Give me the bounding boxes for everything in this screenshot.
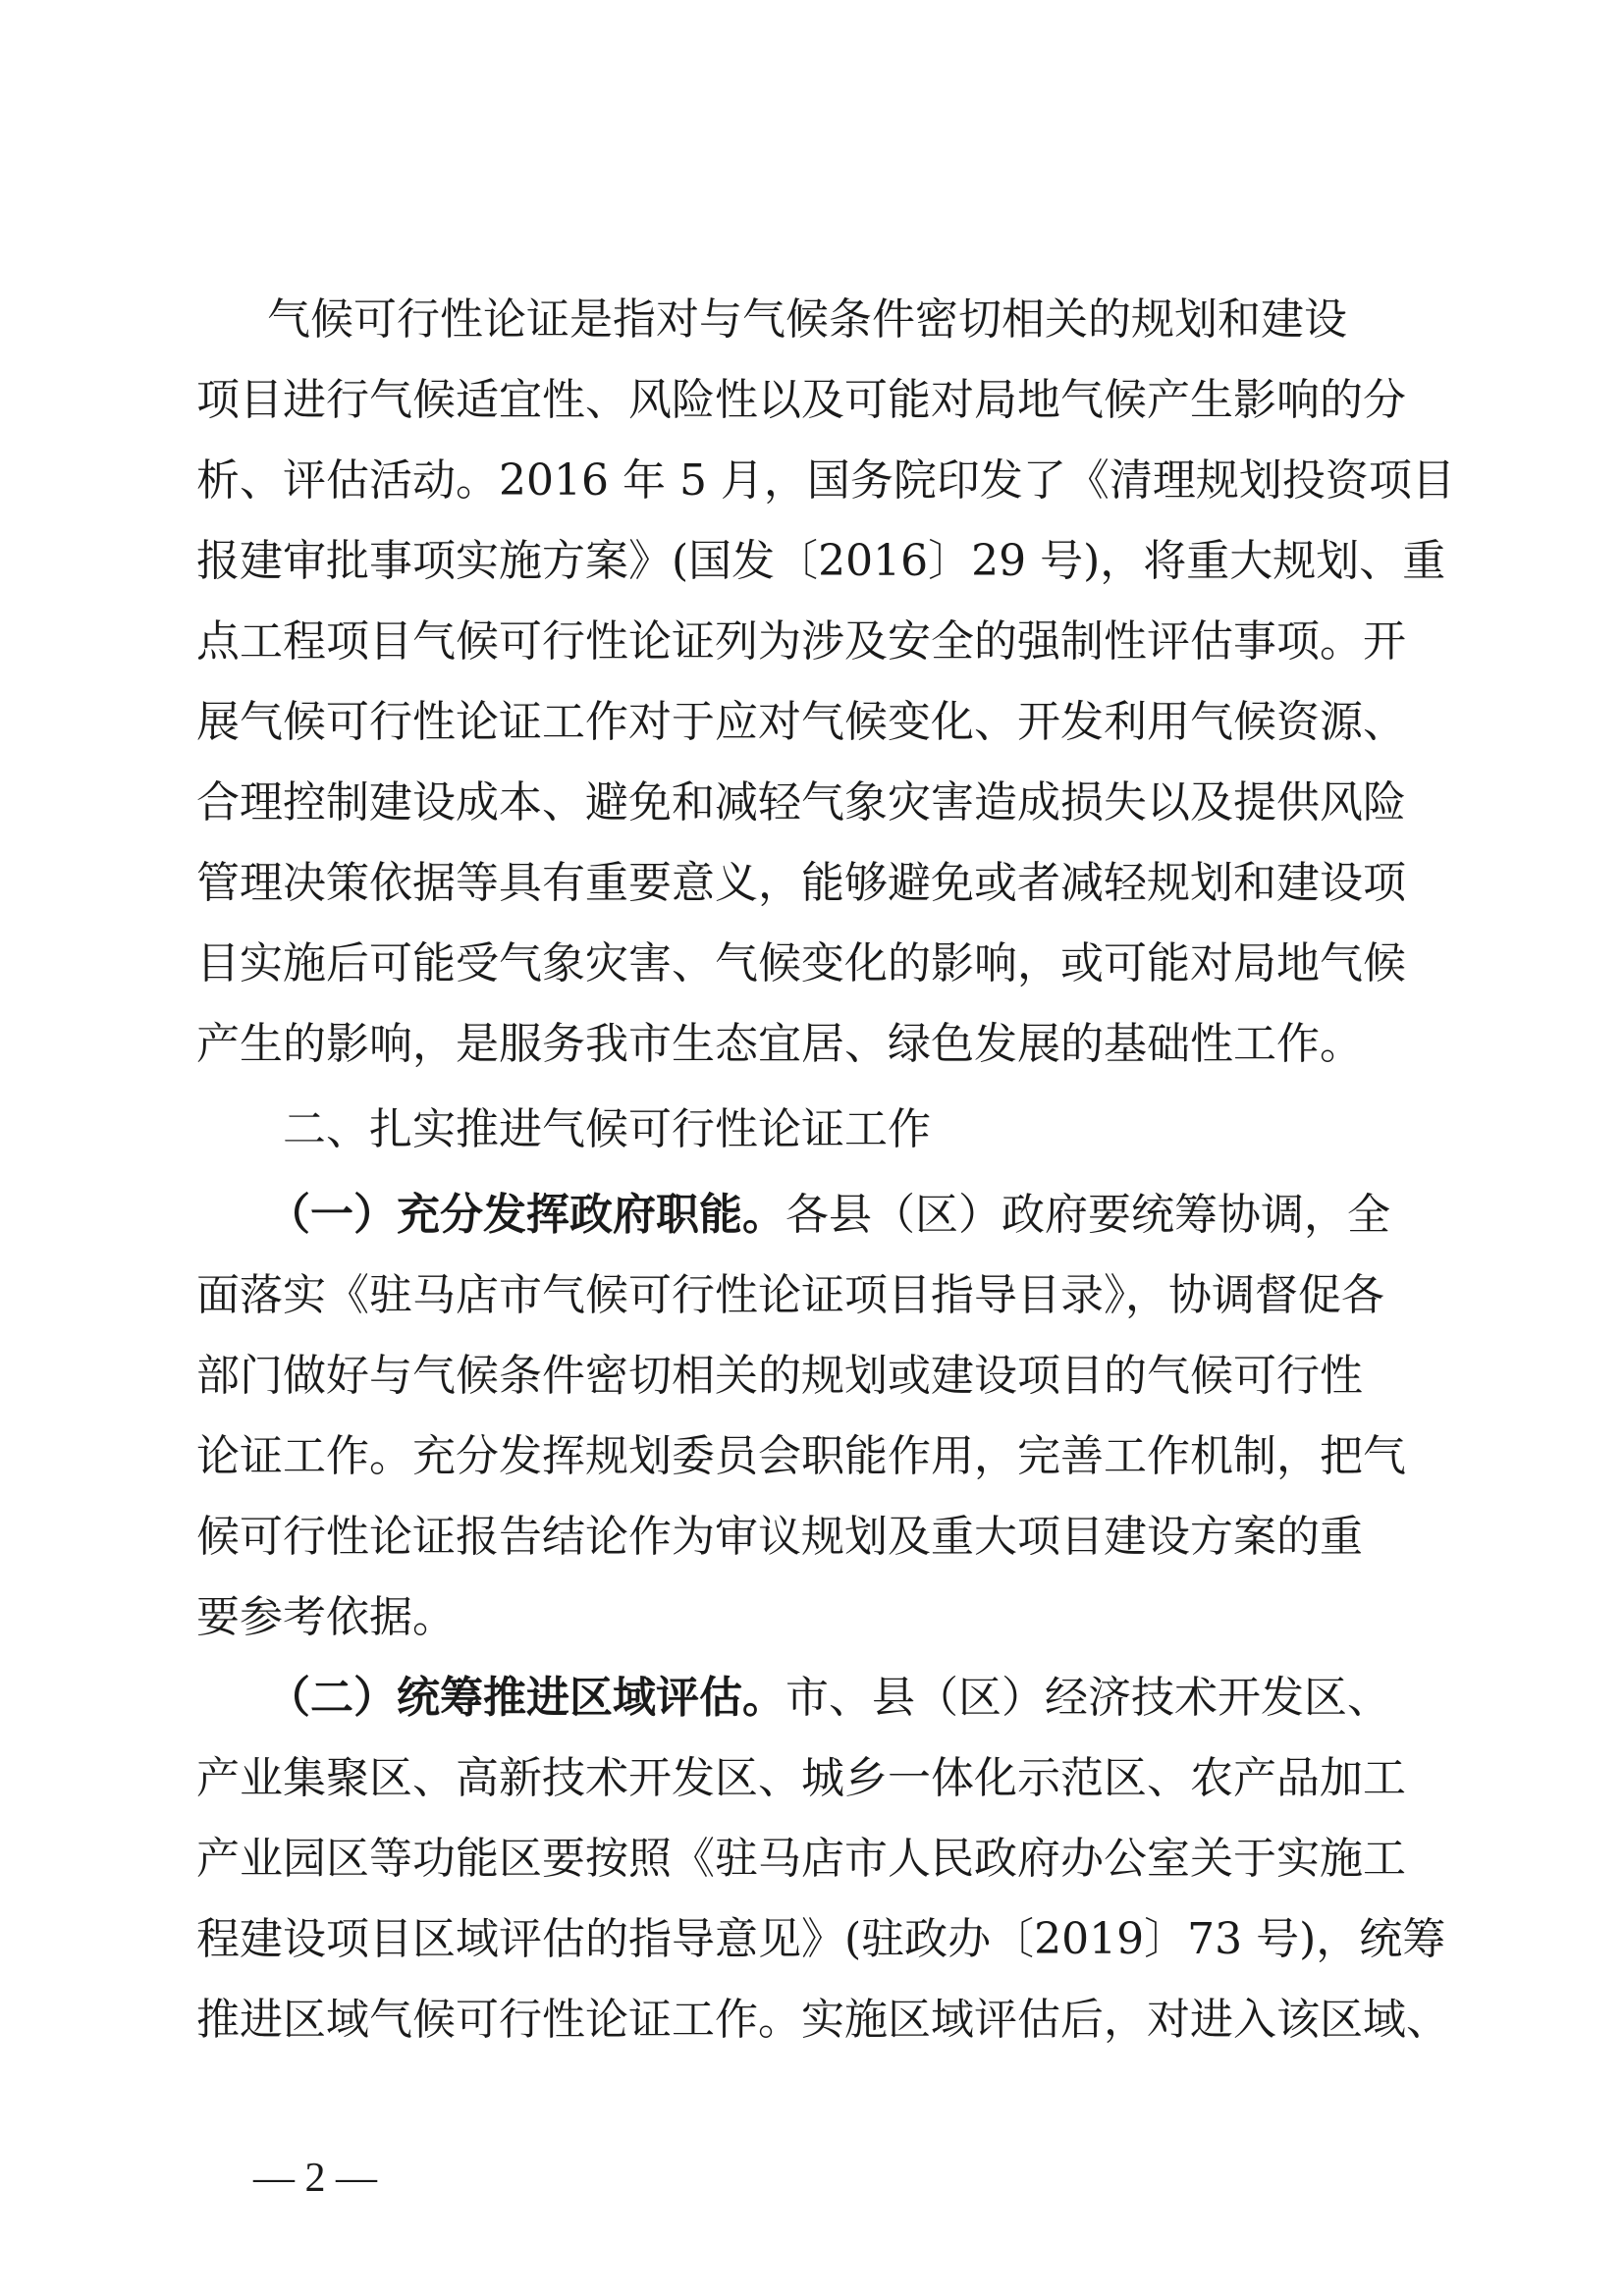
document-body <box>196 280 1455 2060</box>
section-2-line-2: 产业集聚区、高新技术开发区、城乡一体化示范区、农产品加工 <box>196 1753 1406 1803</box>
paragraph-1-line-9: 目实施后可能受气象灾害、气候变化的影响，或可能对局地气候 <box>196 938 1406 988</box>
paragraph-1-line-6: 展气候可行性论证工作对于应对气候变化、开发利用气候资源、 <box>196 697 1406 747</box>
paragraph-1-line-8: 管理决策依据等具有重要意义，能够避免或者减轻规划和建设项 <box>196 858 1406 908</box>
paragraph-1-line-3: 析、评估活动。2016 年 5 月，国务院印发了《清理规划投资项目 <box>196 455 1455 506</box>
section-1-first-line-text: 各县（区）政府要统筹协调，全 <box>785 1190 1390 1240</box>
paragraph-1-line-10: 产生的影响，是服务我市生态宜居、绿色发展的基础性工作。 <box>196 1019 1363 1069</box>
section-2-title: （二）统筹推进区域评估。 <box>267 1673 785 1723</box>
paragraph-1-line-4: 报建审批事项实施方案》(国发〔2016〕29 号)，将重大规划、重 <box>196 536 1446 586</box>
section-1-title: （一）充分发挥政府职能。 <box>267 1190 785 1240</box>
section-2-line-5: 推进区域气候可行性论证工作。实施区域评估后，对进入该区域、 <box>196 1995 1449 2045</box>
section-1-line-6: 要参考依据。 <box>196 1592 456 1642</box>
section-2-line-3: 产业园区等功能区要按照《驻马店市人民政府办公室关于实施工 <box>196 1834 1406 1884</box>
section-2-first-line <box>196 1658 1424 1738</box>
paragraph-1-line-5: 点工程项目气候可行性论证列为涉及安全的强制性评估事项。开 <box>196 616 1406 667</box>
section-1-line-3: 部门做好与气候条件密切相关的规划或建设项目的气候可行性 <box>196 1351 1363 1401</box>
paragraph-1-line-1: 气候可行性论证是指对与气候条件密切相关的规划和建设 <box>267 294 1347 345</box>
section-1-line-4: 论证工作。充分发挥规划委员会职能作用，完善工作机制，把气 <box>196 1431 1406 1481</box>
section-1-first-line <box>196 1175 1424 1255</box>
section-2-line-4: 程建设项目区域评估的指导意见》(驻政办〔2019〕73 号)，统筹 <box>196 1914 1446 1964</box>
section-2-first-line-text: 市、县（区）经济技术开发区、 <box>785 1673 1390 1723</box>
paragraph-1-line-7: 合理控制建设成本、避免和减轻气象灾害造成损失以及提供风险 <box>196 777 1406 828</box>
page-number: — 2 — <box>253 2156 377 2201</box>
section-1-line-5: 候可行性论证报告结论作为审议规划及重大项目建设方案的重 <box>196 1512 1363 1562</box>
paragraph-1-line-2: 项目进行气候适宜性、风险性以及可能对局地气候产生影响的分 <box>196 375 1406 425</box>
section-1-line-2: 面落实《驻马店市气候可行性论证项目指导目录》，协调督促各 <box>196 1270 1384 1320</box>
section-heading: 二、扎实推进气候可行性论证工作 <box>283 1104 931 1154</box>
